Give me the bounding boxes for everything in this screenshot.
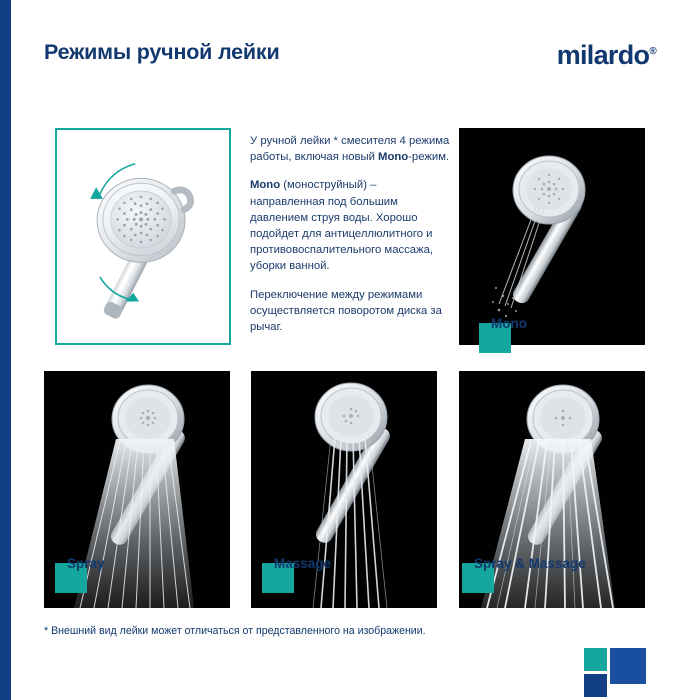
- label-text-spray: Spray: [67, 555, 105, 571]
- panel-mono: [459, 128, 645, 345]
- decorative-square-teal: [584, 648, 607, 671]
- footnote-text: * Внешний вид лейки может отличаться от представленного на изображении.: [44, 625, 426, 637]
- page-title: Режимы ручной лейки: [44, 40, 280, 64]
- label-text-massage: Massage: [274, 555, 332, 571]
- desc-p1-bold: Mono: [378, 151, 409, 164]
- brand-logo: [557, 40, 656, 71]
- description-text: [250, 133, 450, 347]
- desc-p2-text: (моноструйный) – направленная под большим давлением струя воды. Хорошо подойдет для антицеллюлитного и противовоспалительного массажа, уборки ванной.: [250, 179, 434, 273]
- hero-image-box: [55, 128, 231, 345]
- shower-mono-illustration: [459, 128, 645, 345]
- shower-head-hero-illustration: [57, 130, 229, 343]
- label-text-mono: Mono: [491, 315, 527, 331]
- description-paragraph-3: Переключение между режимами осуществляется поворотом диска за рычаг.: [250, 288, 442, 334]
- decorative-square-darkblue: [584, 674, 607, 697]
- description-paragraph-1: [250, 133, 450, 165]
- decorative-square-blue: [610, 648, 646, 684]
- desc-p1-pre: У ручной лейки * смесителя 4 режима работы, включая новый: [250, 135, 450, 164]
- label-text-spray-massage: Spray & Massage: [474, 555, 586, 571]
- left-accent-bar: [0, 0, 11, 700]
- brand-logo-text: milardo: [556, 40, 650, 70]
- registered-trademark-icon: ®: [649, 46, 656, 57]
- desc-p2-bold: Mono: [250, 179, 281, 192]
- description-paragraph-2: [250, 177, 450, 274]
- desc-p1-post: -режим.: [408, 151, 450, 164]
